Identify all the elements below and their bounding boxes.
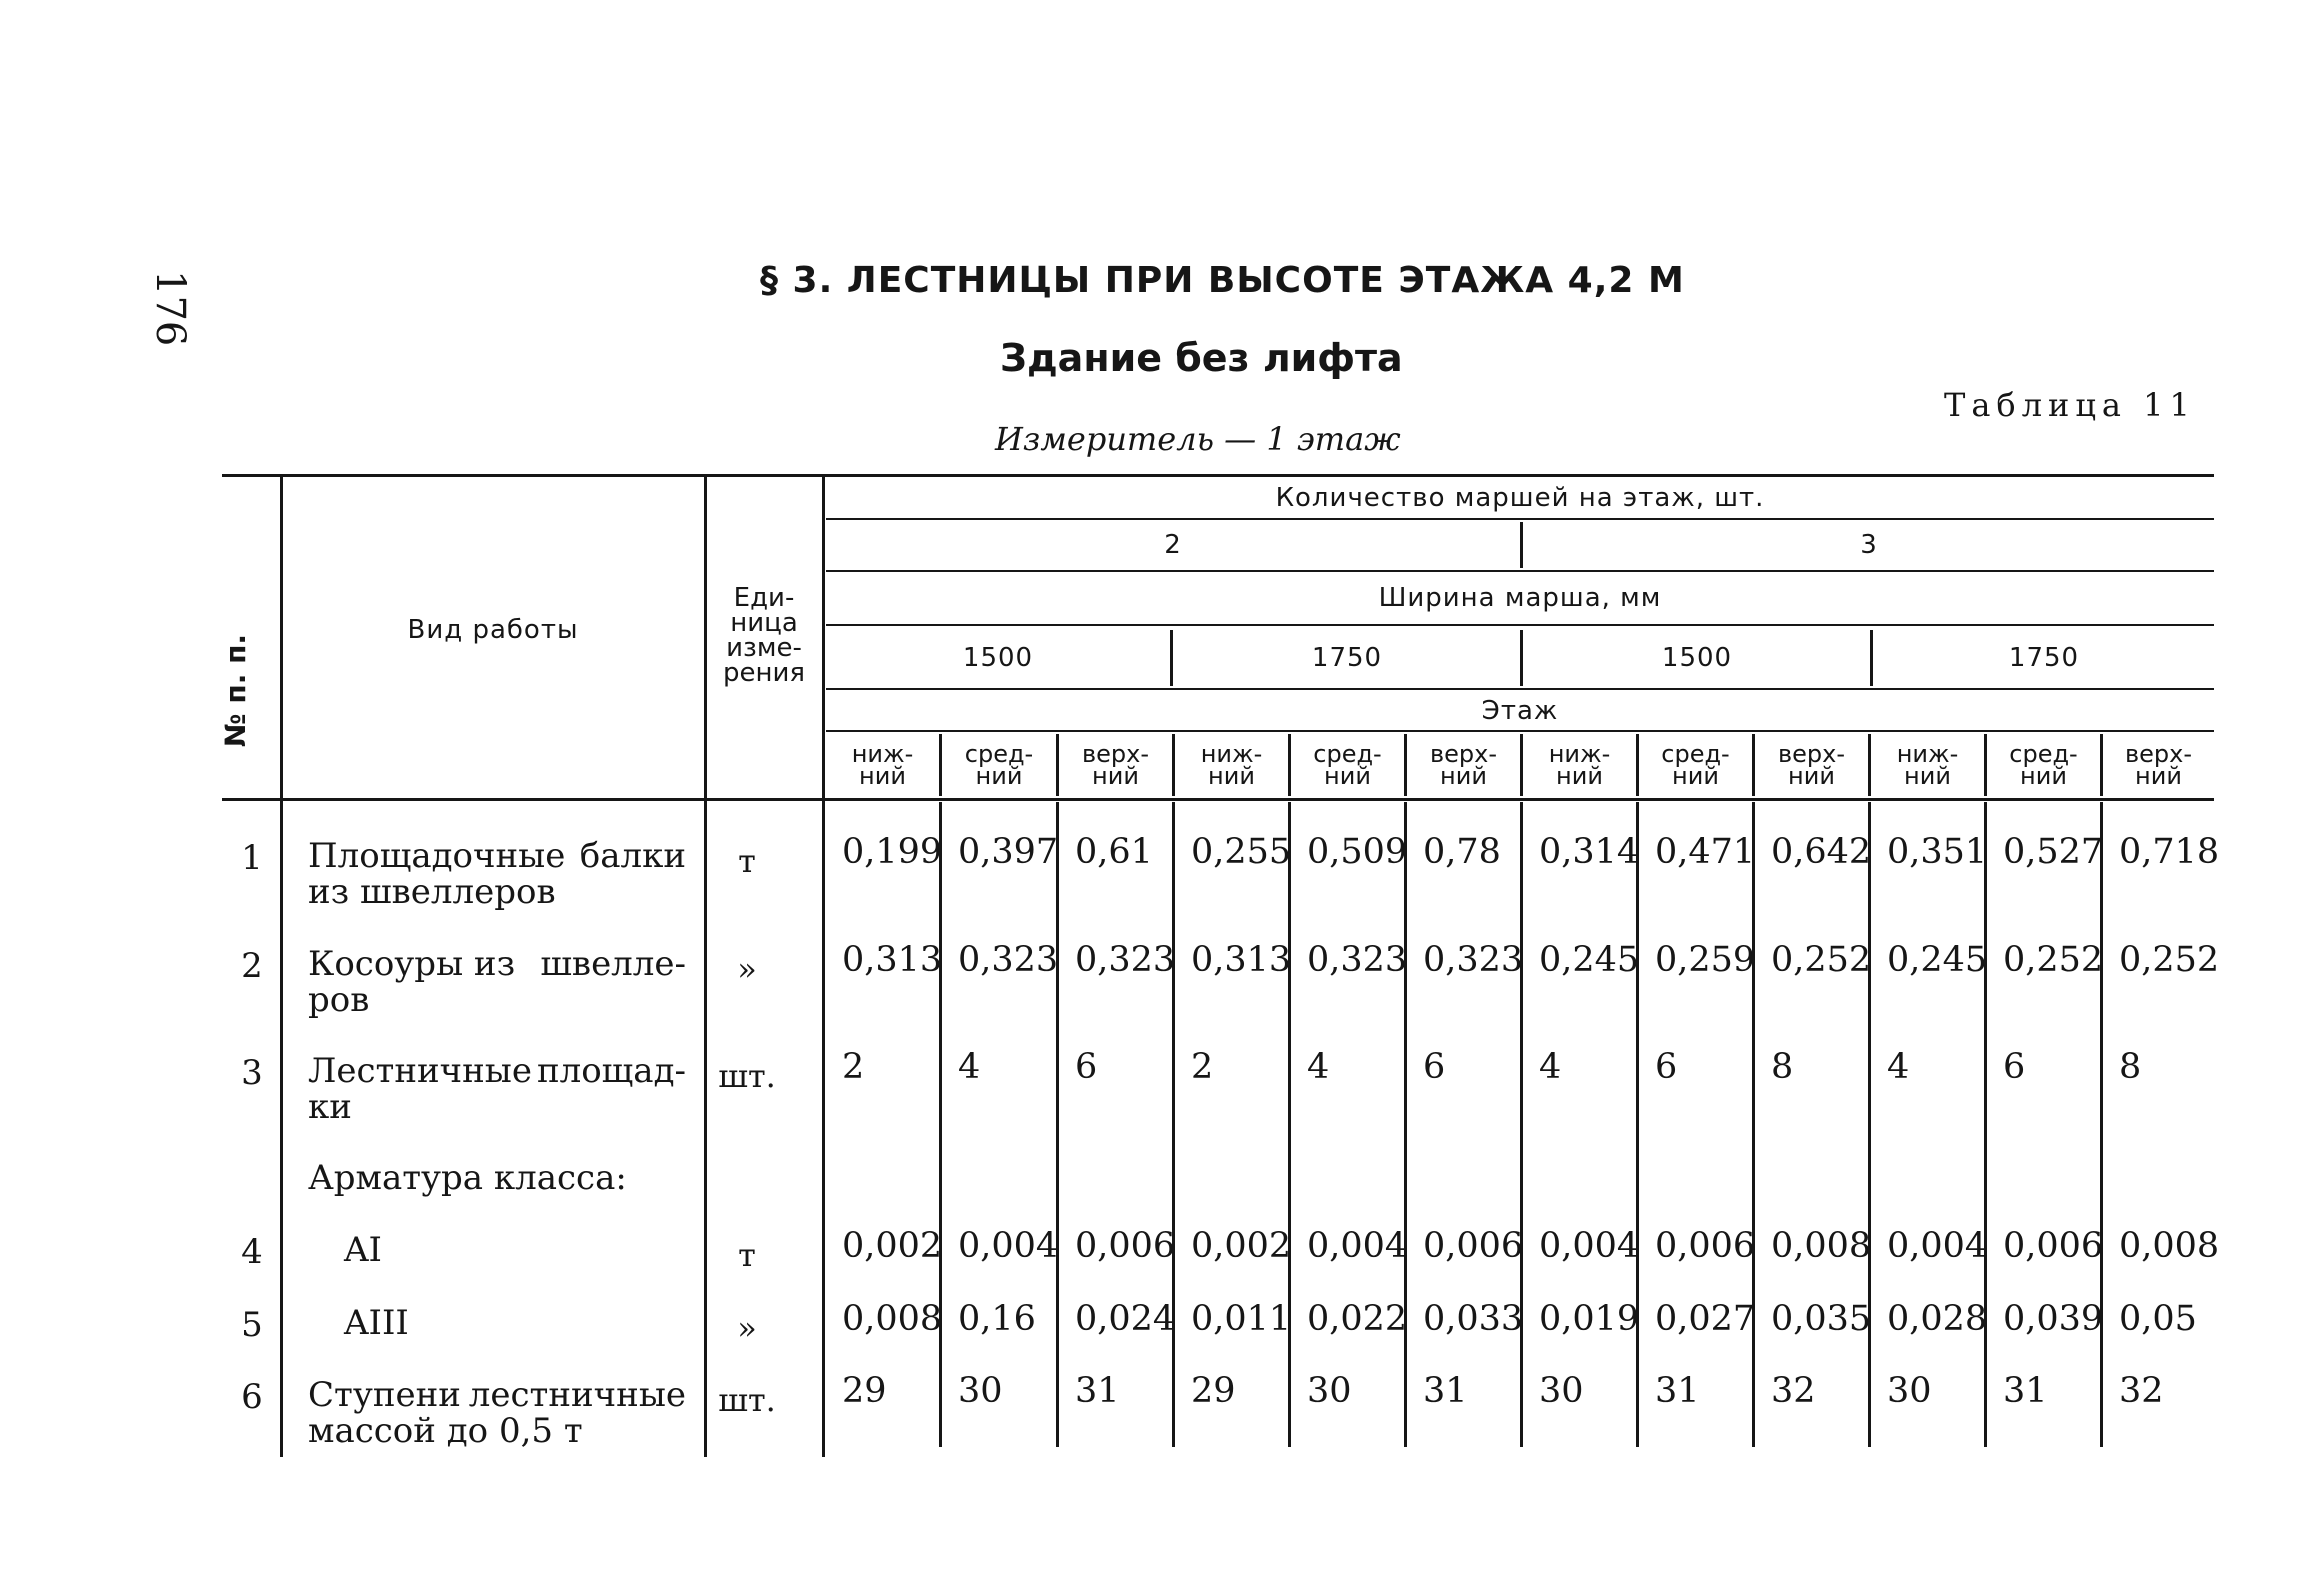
width-divider-2 bbox=[1520, 630, 1523, 686]
header-floor-level: ниж- ний bbox=[851, 740, 914, 790]
value-cell: 0,252 bbox=[2119, 940, 2220, 980]
value-cell: 0,323 bbox=[1075, 940, 1176, 980]
work-type-line bbox=[344, 1305, 694, 1341]
work-type-text: балки bbox=[579, 836, 686, 876]
value-cell: 6 bbox=[1075, 1047, 1098, 1087]
work-type-text: швелле- bbox=[540, 944, 686, 984]
col-rule-values bbox=[822, 474, 825, 1457]
value-cell: 0,718 bbox=[2119, 832, 2220, 872]
work-type-text: Косоуры из bbox=[308, 944, 516, 984]
header-width: 1750 bbox=[2008, 643, 2080, 673]
value-cell: 6 bbox=[1655, 1047, 1678, 1087]
row-number: 2 bbox=[241, 946, 263, 986]
header-floor-level: сред- ний bbox=[1661, 740, 1730, 790]
work-type-line bbox=[308, 1053, 686, 1089]
body-col-rule bbox=[1056, 802, 1059, 1447]
value-cell: 0,006 bbox=[1075, 1226, 1176, 1266]
value-cell: 0,011 bbox=[1191, 1299, 1292, 1339]
value-cell: 31 bbox=[2003, 1371, 2048, 1411]
value-cell: 0,16 bbox=[958, 1299, 1036, 1339]
header-work-type: Вид работы bbox=[407, 615, 579, 645]
value-cell: 0,245 bbox=[1539, 940, 1640, 980]
body-col-rule bbox=[1636, 802, 1639, 1447]
work-type-text: Арматура класса: bbox=[308, 1158, 627, 1198]
row-number: 4 bbox=[241, 1232, 263, 1272]
value-cell: 0,05 bbox=[2119, 1299, 2197, 1339]
work-type-cell bbox=[344, 1305, 694, 1341]
work-type-line bbox=[308, 1160, 686, 1196]
header-width: 1750 bbox=[1311, 643, 1383, 673]
rule-under-marches-count bbox=[826, 518, 2214, 520]
work-type-line: ров bbox=[308, 980, 370, 1020]
work-type-cell bbox=[308, 838, 686, 910]
work-type-line bbox=[308, 1377, 686, 1413]
value-cell: 0,024 bbox=[1075, 1299, 1176, 1339]
value-cell: 0,004 bbox=[1539, 1226, 1640, 1266]
value-cell: 29 bbox=[842, 1371, 887, 1411]
header-marches-count: Количество маршей на этаж, шт. bbox=[1275, 483, 1765, 513]
work-type-text: AI bbox=[344, 1230, 382, 1270]
work-type-line bbox=[344, 1232, 694, 1268]
work-type-text: площад- bbox=[536, 1051, 686, 1091]
section-heading: § 3. ЛЕСТНИЦЫ ПРИ ВЫСОТЕ ЭТАЖА 4,2 М bbox=[760, 260, 1685, 301]
header-unit: Еди- ница изме- рения bbox=[722, 583, 806, 688]
header-floor-level: верх- ний bbox=[2124, 740, 2192, 790]
value-cell: 0,199 bbox=[842, 832, 943, 872]
table-top-rule bbox=[222, 474, 2214, 477]
value-cell: 31 bbox=[1655, 1371, 1700, 1411]
header-bottom-rule bbox=[222, 798, 2214, 801]
value-cell: 0,471 bbox=[1655, 832, 1756, 872]
value-cell: 0,61 bbox=[1075, 832, 1153, 872]
unit-cell: т bbox=[738, 842, 756, 880]
value-cell: 30 bbox=[1887, 1371, 1932, 1411]
body-col-rule bbox=[1984, 802, 1987, 1447]
value-cell: 0,002 bbox=[1191, 1226, 1292, 1266]
value-cell: 0,252 bbox=[2003, 940, 2104, 980]
value-cell: 0,323 bbox=[1307, 940, 1408, 980]
group-divider bbox=[1520, 522, 1523, 568]
value-cell: 0,397 bbox=[958, 832, 1059, 872]
value-cell: 0,323 bbox=[1423, 940, 1524, 980]
body-col-rule bbox=[2100, 802, 2103, 1447]
page-number: 176 bbox=[147, 270, 193, 347]
value-cell: 32 bbox=[1771, 1371, 1816, 1411]
rule-under-widths bbox=[826, 688, 2214, 690]
value-cell: 4 bbox=[1539, 1047, 1562, 1087]
value-cell: 0,314 bbox=[1539, 832, 1640, 872]
section-subheading: Здание без лифта bbox=[1000, 336, 1403, 380]
measure-unit-caption: Измеритель — 1 этаж bbox=[995, 420, 1401, 458]
work-type-line bbox=[308, 838, 686, 874]
header-floor-level: ниж- ний bbox=[1548, 740, 1611, 790]
value-cell: 31 bbox=[1075, 1371, 1120, 1411]
value-cell: 0,039 bbox=[2003, 1299, 2104, 1339]
value-cell: 0,035 bbox=[1771, 1299, 1872, 1339]
row-number: 6 bbox=[241, 1377, 263, 1417]
body-col-rule bbox=[1288, 802, 1291, 1447]
value-cell: 0,006 bbox=[2003, 1226, 2104, 1266]
row-number: 3 bbox=[241, 1053, 263, 1093]
value-cell: 0,004 bbox=[1307, 1226, 1408, 1266]
value-cell: 0,008 bbox=[1771, 1226, 1872, 1266]
body-col-rule bbox=[1868, 802, 1871, 1447]
value-cell: 0,313 bbox=[842, 940, 943, 980]
work-type-text: Площадочные bbox=[308, 836, 566, 876]
value-cell: 0,033 bbox=[1423, 1299, 1524, 1339]
body-col-rule bbox=[939, 802, 942, 1447]
value-cell: 8 bbox=[1771, 1047, 1794, 1087]
header-group-2: 2 bbox=[1164, 530, 1182, 560]
value-cell: 0,002 bbox=[842, 1226, 943, 1266]
header-floor-level: сред- ний bbox=[964, 740, 1034, 790]
unit-cell: т bbox=[738, 1236, 756, 1274]
value-cell: 0,259 bbox=[1655, 940, 1756, 980]
header-row-no: № п. п. bbox=[219, 633, 253, 747]
value-cell: 31 bbox=[1423, 1371, 1468, 1411]
value-cell: 0,642 bbox=[1771, 832, 1872, 872]
unit-cell: шт. bbox=[718, 1057, 776, 1095]
header-floor: Этаж bbox=[1481, 696, 1559, 726]
value-cell: 0,245 bbox=[1887, 940, 1988, 980]
value-cell: 0,313 bbox=[1191, 940, 1292, 980]
work-type-cell bbox=[308, 946, 686, 1018]
header-march-width: Ширина марша, мм bbox=[1378, 583, 1662, 613]
value-cell: 0,323 bbox=[958, 940, 1059, 980]
value-cell: 29 bbox=[1191, 1371, 1236, 1411]
rule-under-width-title bbox=[826, 624, 2214, 626]
value-cell: 0,004 bbox=[1887, 1226, 1988, 1266]
value-cell: 2 bbox=[1191, 1047, 1214, 1087]
work-type-line: массой до 0,5 т bbox=[308, 1411, 583, 1451]
row-number: 5 bbox=[241, 1305, 263, 1345]
header-floor-level: ниж- ний bbox=[1896, 740, 1959, 790]
value-cell: 0,351 bbox=[1887, 832, 1988, 872]
body-col-rule bbox=[1752, 802, 1755, 1447]
value-cell: 0,008 bbox=[842, 1299, 943, 1339]
value-cell: 30 bbox=[1539, 1371, 1584, 1411]
work-type-text: лестничные bbox=[468, 1375, 686, 1415]
header-floor-level: верх- ний bbox=[1777, 740, 1845, 790]
value-cell: 0,252 bbox=[1771, 940, 1872, 980]
unit-cell: шт. bbox=[718, 1381, 776, 1419]
work-type-text: AIII bbox=[344, 1303, 409, 1343]
work-type-text: Лестничные bbox=[308, 1051, 532, 1091]
rule-under-floor bbox=[826, 730, 2214, 732]
header-row-no-cell bbox=[196, 600, 276, 780]
value-cell: 0,028 bbox=[1887, 1299, 1988, 1339]
unit-cell: » bbox=[737, 1309, 757, 1347]
header-floor-level: верх- ний bbox=[1429, 740, 1497, 790]
header-floor-level: сред- ний bbox=[2009, 740, 2078, 790]
work-type-cell bbox=[344, 1232, 694, 1268]
col-rule-work bbox=[280, 474, 283, 1457]
rule-under-group bbox=[826, 570, 2214, 572]
work-type-cell bbox=[308, 1160, 686, 1196]
width-divider-1 bbox=[1170, 630, 1173, 686]
value-cell: 2 bbox=[842, 1047, 865, 1087]
table-label: Таблица 11 bbox=[1944, 386, 2196, 424]
work-type-text: Ступени bbox=[308, 1375, 461, 1415]
value-cell: 0,004 bbox=[958, 1226, 1059, 1266]
unit-cell: » bbox=[737, 950, 757, 988]
header-floor-level: сред- ний bbox=[1313, 740, 1382, 790]
header-floor-level: верх- ний bbox=[1081, 740, 1149, 790]
value-cell: 0,027 bbox=[1655, 1299, 1756, 1339]
value-cell: 0,006 bbox=[1423, 1226, 1524, 1266]
value-cell: 0,509 bbox=[1307, 832, 1408, 872]
header-floor-level: ниж- ний bbox=[1200, 740, 1263, 790]
work-type-cell bbox=[308, 1377, 686, 1449]
value-cell: 30 bbox=[958, 1371, 1003, 1411]
row-number: 1 bbox=[241, 838, 263, 878]
value-cell: 0,008 bbox=[2119, 1226, 2220, 1266]
value-cell: 0,019 bbox=[1539, 1299, 1640, 1339]
work-type-line bbox=[308, 946, 686, 982]
value-cell: 4 bbox=[1887, 1047, 1910, 1087]
body-col-rule bbox=[1520, 802, 1523, 1447]
work-type-line: из швеллеров bbox=[308, 872, 556, 912]
work-type-line: ки bbox=[308, 1087, 352, 1127]
value-cell: 8 bbox=[2119, 1047, 2142, 1087]
value-cell: 0,78 bbox=[1423, 832, 1501, 872]
value-cell: 6 bbox=[1423, 1047, 1446, 1087]
body-col-rule bbox=[1404, 802, 1407, 1447]
body-col-rule bbox=[1172, 802, 1175, 1447]
value-cell: 0,006 bbox=[1655, 1226, 1756, 1266]
value-cell: 0,255 bbox=[1191, 832, 1292, 872]
header-width: 1500 bbox=[962, 643, 1034, 673]
value-cell: 6 bbox=[2003, 1047, 2026, 1087]
work-type-cell bbox=[308, 1053, 686, 1125]
value-cell: 30 bbox=[1307, 1371, 1352, 1411]
header-group-3: 3 bbox=[1860, 530, 1878, 560]
value-cell: 4 bbox=[958, 1047, 981, 1087]
width-divider-3 bbox=[1870, 630, 1873, 686]
value-cell: 0,527 bbox=[2003, 832, 2104, 872]
header-width: 1500 bbox=[1661, 643, 1733, 673]
value-cell: 4 bbox=[1307, 1047, 1330, 1087]
value-cell: 0,022 bbox=[1307, 1299, 1408, 1339]
value-cell: 32 bbox=[2119, 1371, 2164, 1411]
